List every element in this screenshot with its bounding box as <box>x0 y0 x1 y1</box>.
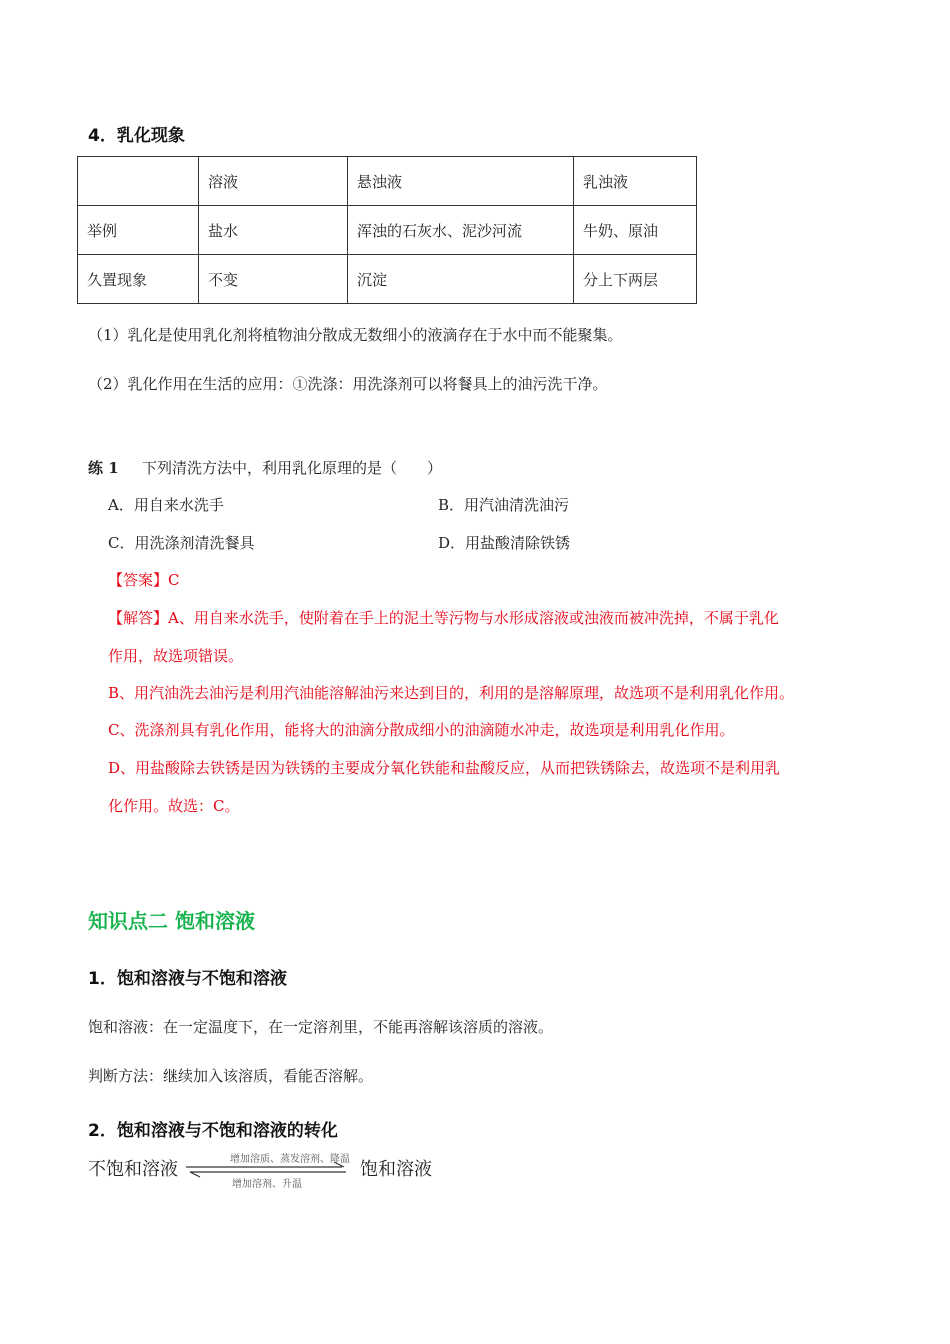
exercise-question: 下列清洗方法中，利用乳化原理的是（ ） <box>142 459 443 477</box>
comparison-table <box>77 156 697 304</box>
reverse-condition-label: 增加溶剂、升温 <box>232 1179 302 1190</box>
table-cell: 牛奶、原油 <box>574 206 697 255</box>
table-row <box>78 206 697 255</box>
table-header-row <box>78 157 697 206</box>
option-d: D．用盐酸清除铁锈 <box>438 534 571 552</box>
table-cell: 浑浊的石灰水、泥沙河流 <box>348 206 574 255</box>
table-cell: 举例 <box>78 206 199 255</box>
table-cell: 悬浊液 <box>348 157 574 206</box>
explanation-line: D、用盐酸除去铁锈是因为铁锈的主要成分氧化铁能和盐酸反应，从而把铁锈除去，故选项不是利用乳 <box>108 759 781 777</box>
explanation-line: B、用汽油洗去油污是利用汽油能溶解油污来达到目的，利用的是溶解原理，故选项不是利用乳化作用。 <box>108 684 795 702</box>
exercise-label: 练 1 <box>88 459 119 477</box>
explanation-line: 作用，故选项错误。 <box>108 647 244 665</box>
table-cell: 溶液 <box>199 157 348 206</box>
note-emulsification-application: （2）乳化作用在生活的应用：①洗涤：用洗涤剂可以将餐具上的油污洗干净。 <box>88 375 608 393</box>
conversion-arrows <box>182 1150 352 1190</box>
forward-condition-label: 增加溶质、蒸发溶剂、降温 <box>230 1154 350 1165</box>
explanation-line: C、洗涤剂具有乳化作用，能将大的油滴分散成细小的油滴随水冲走，故选项是利用乳化作用。 <box>108 721 735 739</box>
table-cell: 沉淀 <box>348 255 574 304</box>
unsaturated-solution-label: 不饱和溶液 <box>88 1159 178 1180</box>
table-cell: 乳浊液 <box>574 157 697 206</box>
saturated-definition: 饱和溶液：在一定温度下，在一定溶剂里，不能再溶解该溶质的溶液。 <box>88 1018 554 1036</box>
section-heading-emulsification: 4．乳化现象 <box>88 126 185 146</box>
table-cell: 不变 <box>199 255 348 304</box>
option-a: A．用自来水洗手 <box>108 496 224 514</box>
saturated-solution-label: 饱和溶液 <box>360 1159 432 1180</box>
answer-text: 【答案】C <box>108 571 180 589</box>
table-cell: 久置现象 <box>78 255 199 304</box>
table-cell <box>78 157 199 206</box>
option-b: B．用汽油清洗油污 <box>438 496 570 514</box>
table-row <box>78 255 697 304</box>
subheading-conversion: 2．饱和溶液与不饱和溶液的转化 <box>88 1121 338 1141</box>
note-emulsification-definition: （1）乳化是使用乳化剂将植物油分散成无数细小的液滴存在于水中而不能聚集。 <box>88 326 623 344</box>
explanation-line: 化作用。故选：C。 <box>108 797 240 815</box>
subheading-saturated: 1．饱和溶液与不饱和溶液 <box>88 969 287 989</box>
explanation-line: 【解答】A、用自来水洗手，使附着在手上的泥土等污物与水形成溶液或浊液而被冲洗掉，不属于乳化 <box>108 609 779 627</box>
table-cell: 盐水 <box>199 206 348 255</box>
option-c: C．用洗涤剂清洗餐具 <box>108 534 255 552</box>
judgment-method: 判断方法：继续加入该溶质，看能否溶解。 <box>88 1067 374 1085</box>
table-cell: 分上下两层 <box>574 255 697 304</box>
knowledge-point-title: 知识点二 饱和溶液 <box>88 909 255 933</box>
